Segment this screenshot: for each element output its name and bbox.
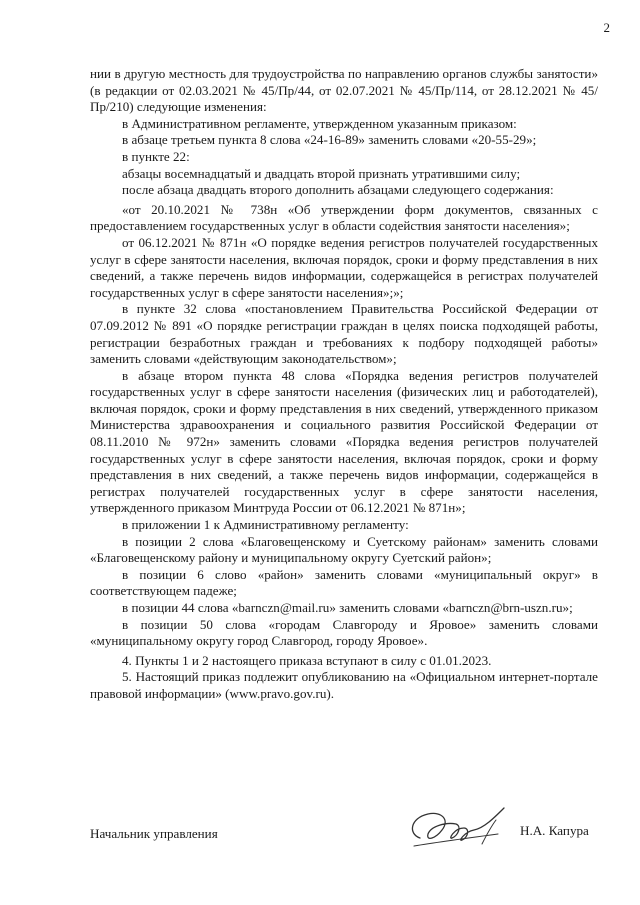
paragraph: в позиции 6 слово «район» заменить словами «муниципальный округ» в соответствующем падеже;	[90, 566, 598, 599]
paragraph: в пункте 32 слова «постановлением Правительства Российской Федерации от 07.09.2012 № 891 «О порядке регистрации граждан в целях поиска подходящей работы, регистрации безработных граждан и требованиях к подбору подходящей работы» заменить словами «действующим законодательством»;	[90, 301, 598, 367]
paragraph: 4. Пункты 1 и 2 настоящего приказа вступают в силу с 01.01.2023.	[122, 652, 492, 668]
paragraph: нии в другую местность для трудоустройства по направлению органов службы занятости» (в редакции от 02.03.2021 № 45/Пр/44, от 02.07.2021 № 45/Пр/114, от 28.12.2021 № 45/Пр/210) следующие изменения:	[90, 66, 598, 115]
signer-name: Н.А. Капура	[520, 823, 589, 838]
paragraph: «от 20.10.2021 № 738н «Об утверждении форм документов, связанных с предоставлением государственных услуг в области содействия занятости населения»;	[90, 201, 598, 234]
paragraph: в пункте 22:	[122, 148, 190, 164]
paragraph: в позиции 2 слова «Благовещенскому и Суетскому районам» заменить словами «Благовещенскому району и муниципальному округу Суетский район»;	[90, 533, 598, 566]
paragraph: в Административном регламенте, утвержденном указанным приказом:	[122, 115, 517, 131]
document-body	[90, 66, 598, 703]
handwritten-signature	[398, 798, 516, 860]
paragraph: в позиции 50 слова «городам Славгороду и Яровое» заменить словами «муниципальному округу город Славгород, городу Яровое».	[90, 616, 598, 649]
page-number: 2	[603, 20, 610, 35]
paragraph: абзацы восемнадцатый и двадцать второй признать утратившими силу;	[122, 165, 521, 181]
paragraph: в позиции 44 слова «barnczn@mail.ru» заменить словами «barnczn@brn-uszn.ru»;	[122, 600, 573, 615]
paragraph: от 06.12.2021 № 871н «О порядке ведения регистров получателей государственных услуг в сфере занятости населения, включая порядок, сроки и форму представления в них сведений, а также перечень видов информации, содержащейся в регистрах получателей государственных услуг в сфере занятости населения»;»;	[90, 234, 598, 300]
paragraph: 5. Настоящий приказ подлежит опубликованию на «Официальном интернет-портале правовой информации» (www.pravo.gov.ru).	[90, 669, 598, 701]
paragraph: в абзаце третьем пункта 8 слова «24-16-89» заменить словами «20-55-29»;	[122, 132, 537, 148]
paragraph: в приложении 1 к Административному регламенту:	[122, 517, 409, 533]
paragraph: после абзаца двадцать второго дополнить абзацами следующего содержания:	[122, 182, 554, 198]
paragraph: в абзаце втором пункта 48 слова «Порядка ведения регистров получателей государственных услуг в сфере занятости населения (физических лиц и работодателей), включая порядок, сроки и форму представления в них сведений, утвержденного приказом Министерства здравоохранения и социального развития Российской Федерации от 08.11.2010 № 972н» заменить словами «Порядка ведения регистров получателей государственных услуг в сфере занятости населения, включая порядок, сроки и форму представления в них сведений, а также перечень видов информации, содержащейся в регистрах получателей государственных услуг в сфере занятости населения, утвержденного приказом Минтруда России от 06.12.2021 № 871н»;	[90, 367, 598, 516]
signer-title: Начальник управления	[90, 826, 218, 841]
